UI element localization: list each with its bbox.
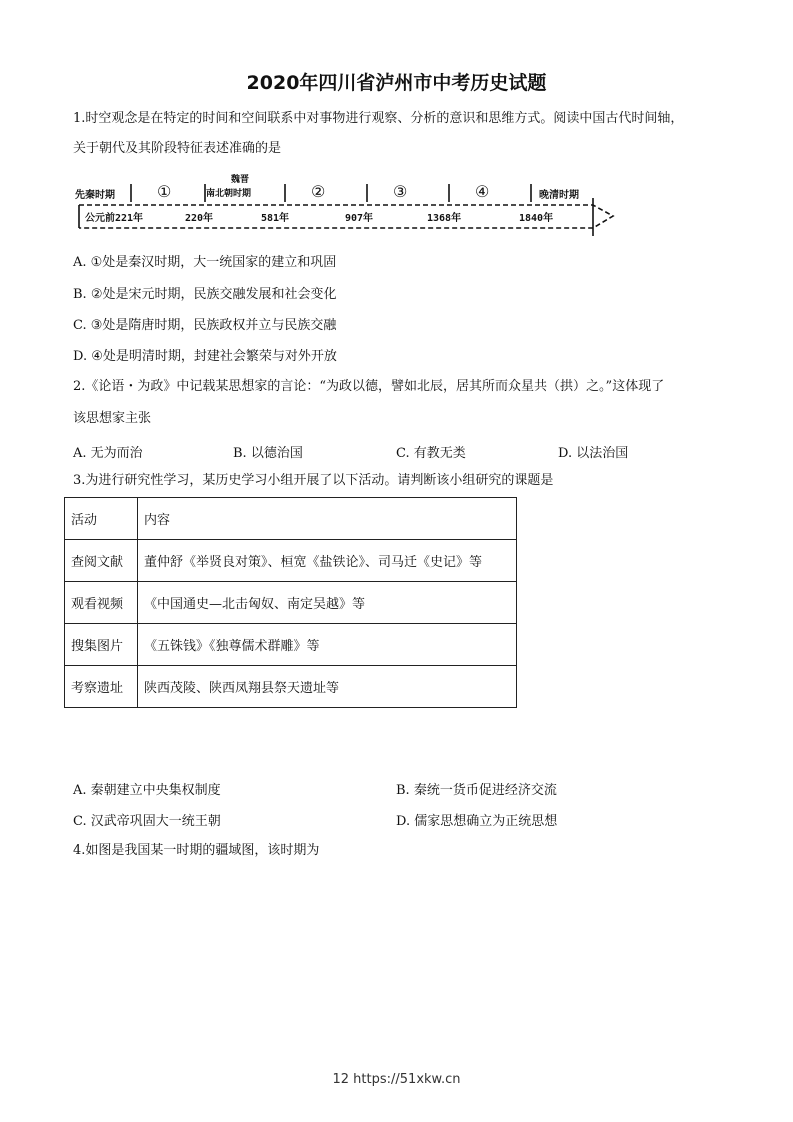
q3-option-d: D. 儒家思想确立为正统思想 [396,814,558,829]
q1-option-b: B. ②处是宋元时期，民族交融发展和社会变化 [73,287,337,302]
table-cell: 《五铢钱》《独尊儒术群雕》等 [138,624,517,666]
table-cell: 活动 [65,498,138,540]
table-cell: 陕西茂陵、陕西凤翔县祭天遗址等 [138,666,517,708]
q1-option-c: C. ③处是隋唐时期，民族政权并立与民族交融 [73,318,337,333]
page-footer: 12 https://51xkw.cn [332,1072,461,1087]
timeline-period-label: ③ [393,182,408,201]
table-cell: 考察遗址 [65,666,138,708]
timeline-year-label: 1840年 [519,213,554,224]
timeline-figure [73,170,633,240]
activity-table [64,497,517,708]
table-cell: 查阅文献 [65,540,138,582]
timeline-year-label: 581年 [261,213,290,224]
table-row [65,666,517,708]
q3-option-b: B. 秦统一货币促进经济交流 [396,783,557,798]
timeline-period-label: ④ [475,182,490,201]
timeline-period-label: 晚清时期 [539,190,579,201]
q4-stem: 4.如图是我国某一时期的疆域图，该时期为 [73,843,320,858]
q3-stem: 3.为进行研究性学习，某历史学习小组开展了以下活动。请判断该小组研究的课题是 [73,473,554,488]
timeline-year-label: 907年 [345,213,374,224]
q3-option-a: A. 秦朝建立中央集权制度 [73,783,221,798]
table-row [65,624,517,666]
timeline-year-label: 220年 [185,213,214,224]
table-row [65,540,517,582]
timeline-year-label: 1368年 [427,213,462,224]
q2-option-a: A. 无为而治 [73,446,143,461]
table-row [65,498,517,540]
page-title: 2020年四川省泸州市中考历史试题 [246,72,547,94]
timeline-period-label: ① [157,182,172,201]
timeline-period-label: 先秦时期 [75,190,115,201]
q2-stem-line2: 该思想家主张 [73,411,152,426]
q2-option-c: C. 有教无类 [396,446,466,461]
q1-option-d: D. ④处是明清时期，封建社会繁荣与对外开放 [73,349,337,364]
table-cell: 内容 [138,498,517,540]
timeline-year-label: 公元前221年 [85,213,144,224]
timeline-period-label: ② [311,182,326,201]
table-row [65,582,517,624]
q1-stem-line2: 关于朝代及其阶段特征表述准确的是 [73,141,282,156]
q3-option-c: C. 汉武帝巩固大一统王朝 [73,814,221,829]
timeline-svg [73,170,633,240]
q2-stem-line1: 2.《论语・为政》中记载某思想家的言论：“为政以德，譬如北辰，居其所而众星共（拱）之。”这体现了 [73,379,665,394]
table-cell: 董仲舒《举贤良对策》、桓宽《盐铁论》、司马迁《史记》等 [138,540,517,582]
q1-option-a: A. ①处是秦汉时期，大一统国家的建立和巩固 [73,255,337,270]
timeline-period-label: 魏晋 [231,175,250,185]
table-cell: 观看视频 [65,582,138,624]
q1-stem-line1: 1.时空观念是在特定的时间和空间联系中对事物进行观察、分析的意识和思维方式。阅读中国古代时间轴， [73,111,684,126]
q2-option-b: B. 以德治国 [233,446,303,461]
table-cell: 搜集图片 [65,624,138,666]
table-cell: 《中国通史—北击匈奴、南定吴越》等 [138,582,517,624]
timeline-period-label: 南北朝时期 [206,189,252,199]
q2-option-d: D. 以法治国 [558,446,629,461]
